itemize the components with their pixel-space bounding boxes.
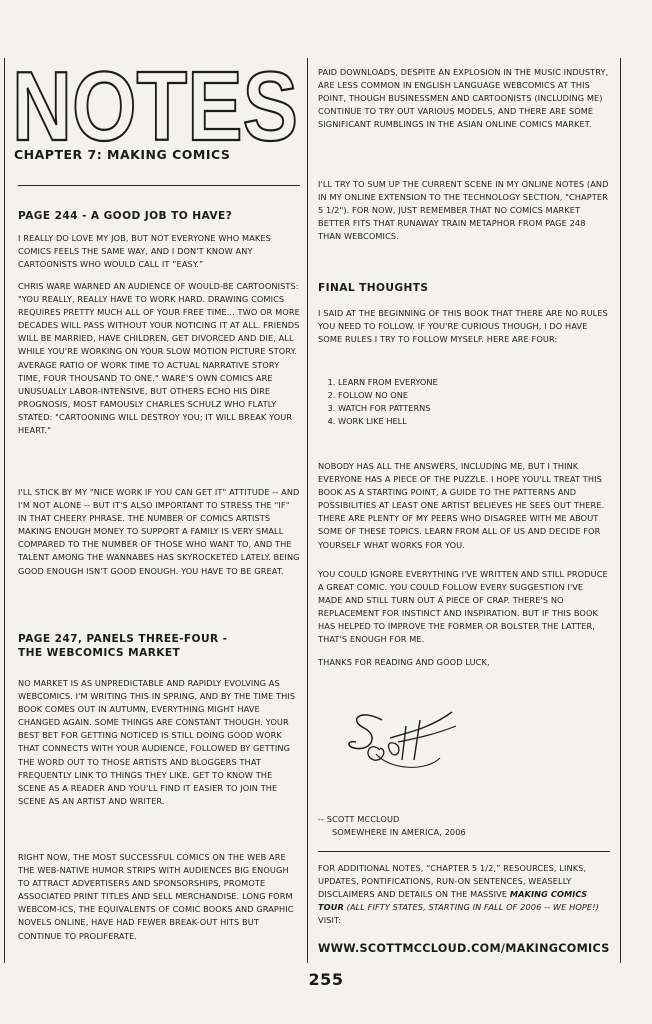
paragraph-thanks: THANKS FOR READING AND GOOD LUCK, [318,657,490,667]
sign-place: SOMEWHERE IN AMERICA, 2006 [332,827,466,837]
rule-item: 1. LEARN FROM EVERYONE [338,376,618,389]
rules-list [324,376,618,428]
paragraph-job-2: CHRIS WARE WARNED AN AUDIENCE OF WOULD-BE CARTOONISTS: "YOU REALLY, REALLY HAVE TO WORK HARD. DRAWING COMICS REQUIRES PRETTY MUCH ALL OF YOUR FREE TIME... TWO OR MORE DECADES WILL PASS WITHOUT YOUR NOTICING IT AT ALL. FRIENDS WILL BE MARRIED, HAVE CHILDREN, GET DIVORCED AND DIE, ALL WHILE YOU'RE WORKING ON YOUR SLOW MOTION PICTURE STORY. AVERAGE RATIO OF WORK TIME TO ACTUAL NARRATIVE STORY TIME, FOUR THOUSAND TO ONE." WARE'S OWN COMICS ARE UNUSUALLY LABOR-INTENSIVE, BUT OTHERS ECHO HIS DIRE PROGNOSIS, MOST FAMOUSLY CHARLES SCHULZ WHO FLATLY STATED: "CARTOONING WILL DESTROY YOU; IT WILL BREAK YOUR HEART." [18,281,300,436]
footer-text-c: VISIT: [318,915,342,926]
center-border [307,58,308,963]
paragraph-webcomics-2: RIGHT NOW, THE MOST SUCCESSFUL COMICS ON THE WEB ARE THE WEB-NATIVE HUMOR STRIPS WITH AUDIENCES BIG ENOUGH TO ATTRACT ADVERTISERS AND SPONSORSHIPS, PROMOTE ASSOCIATED PRINT TITLES AND SELL MERCHANDISE. LONG FORM WEBCOM-ICS, THE EQUIVALENTS OF COMIC BOOKS AND GRAPHIC NOVELS ONLINE, HAVE HAD FEWER BREAK-OUT HITS BUT CONTINUE TO PROLIFERATE. [18,852,294,941]
section-heading-webcomics-line2: THE WEBCOMICS MARKET [18,647,181,659]
tour-name: MAKING COMICS TOUR [318,889,588,913]
paragraph-online-notes: I'LL TRY TO SUM UP THE CURRENT SCENE IN MY ONLINE NOTES (AND IN MY ONLINE EXTENSION TO THE TECHNOLOGY SECTION, "CHAPTER 5 1/2"). FOR NOW, JUST REMEMBER THAT NO COMICS MARKET BETTER FITS THAT RUNAWAY TRAIN METAPHOR FROM PAGE 248 THAN WEBCOMICS. [318,179,609,242]
chapter-title: CHAPTER 7: MAKING COMICS [14,147,231,162]
section-heading-webcomics-line1: PAGE 247, PANELS THREE-FOUR - [18,633,228,645]
paragraph-job-3: I'LL STICK BY MY "NICE WORK IF YOU CAN GET IT" ATTITUDE -- AND I'M NOT ALONE -- BUT IT'S ALSO IMPORTANT TO STRESS THE "IF" IN THAT CHEERY PHRASE. THE NUMBER OF COMICS ARTISTS MAKING ENOUGH MONEY TO SUPPORT A FAMILY IS VERY SMALL COMPARED TO THE NUMBER OF THOSE WHO WANT TO, AND THE TALENT AMONG THE WANNABES HAS SKYROCKETED LATELY. BEING GOOD ENOUGH ISN'T GOOD ENOUGH. YOU HAVE TO BE GREAT. [18,487,300,576]
footer-text-a: FOR ADDITIONAL NOTES, “CHAPTER 5 1/2,” RESOURCES, LINKS, UPDATES, PONTIFICATIONS, RUN-ON SENTENCES, WEASELLY DISCLAIMERS AND DETAILS ON THE MASSIVE [318,863,587,900]
right-border [620,58,621,963]
paragraph-market-continued: PAID DOWNLOADS, DESPITE AN EXPLOSION IN THE MUSIC INDUSTRY, ARE LESS COMMON IN ENGLISH LANGUAGE WEBCOMICS AT THIS POINT, THOUGH BUSINESSMEN AND CARTOONISTS (INCLUDING ME) CONTINUE TO TRY OUT VARIOUS MODELS, AND THERE ARE SOME SIGNIFICANT RUMBLINGS IN THE ASIAN ONLINE COMICS MARKET. [318,67,609,130]
left-border [4,58,5,963]
paragraph-final-1: NOBODY HAS ALL THE ANSWERS, INCLUDING ME, BUT I THINK EVERYONE HAS A PIECE OF THE PUZZLE. I HOPE YOU'LL TREAT THIS BOOK AS A STARTING POINT, A GUIDE TO THE PATTERNS AND POSSIBILITIES AT LEAST ONE ARTIST BELIEVES HE SEES OUT THERE. THERE ARE PLENTY OF MY PEERS WHO DISAGREE WITH ME ABOUT SOME OF THESE TOPICS. LEARN FROM ALL OF US AND DECIDE FOR YOURSELF WHAT WORKS FOR YOU. [318,461,605,550]
notes-title-text: NOTES [12,60,298,146]
section-heading-job: PAGE 244 - A GOOD JOB TO HAVE? [18,210,233,222]
footer-notes [318,862,614,927]
notes-title-graphic [10,60,300,146]
paragraph-final-intro: I SAID AT THE BEGINNING OF THIS BOOK THAT THERE ARE NO RULES YOU NEED TO FOLLOW. IF YOU'RE CURIOUS THOUGH, I DO HAVE SOME RULES I TRY TO FOLLOW MYSELF. HERE ARE FOUR: [318,308,608,345]
paragraph-job-1: I REALLY DO LOVE MY JOB, BUT NOT EVERYONE WHO MAKES COMICS FEELS THE SAME WAY, AND I DON'T KNOW ANY CARTOONISTS WHO WOULD CALL IT “EASY.” [18,233,271,270]
signature-text: Scott [340,690,343,691]
paragraph-final-2: YOU COULD IGNORE EVERYTHING I'VE WRITTEN AND STILL PRODUCE A GREAT COMIC. YOU COULD FOLLOW EVERY SUGGESTION I'VE MADE AND STILL TURN OUT A PIECE OF CRAP. THERE'S NO REPLACEMENT FOR INSTINCT AND INSPIRATION. BUT IF THIS BOOK HAS HELPED TO IMPROVE THE FORMER OR BOLSTER THE LATTER, THAT'S ENOUGH FOR ME. [318,569,608,645]
rule-item: 2. FOLLOW NO ONE [338,389,618,402]
section-heading-final: FINAL THOUGHTS [318,282,429,294]
rule-item: 3. WATCH FOR PATTERNS [338,402,618,415]
page-number: 255 [308,970,344,989]
footer-rule [318,851,610,852]
website-url[interactable]: WWW.SCOTTMCCLOUD.COM/MAKINGCOMICS [318,942,610,955]
footer-text-b: (ALL FIFTY STATES, STARTING IN FALL OF 2006 -- WE HOPE!) [343,902,599,913]
sign-name: -- SCOTT MCCLOUD [318,814,400,824]
chapter-rule [18,185,300,186]
paragraph-webcomics-1: NO MARKET IS AS UNPREDICTABLE AND RAPIDLY EVOLVING AS WEBCOMICS. I'M WRITING THIS IN SPRING, AND BY THE TIME THIS BOOK COMES OUT IN AUTUMN, EVERYTHING MIGHT HAVE CHANGED AGAIN. SOME THINGS ARE CONSTANT THOUGH. YOUR BEST BET FOR GETTING NOTICED IS STILL DOING GOOD WORK THAT CONNECTS WITH YOUR AUDIENCE, FOLLOWED BY GETTING THE WORD OUT TO THOSE ARTISTS AND BLOGGERS THAT FREQUENTLY LINK TO THINGS THEY LIKE. GET TO KNOW THE SCENE AS A READER AND YOU'LL FIND IT EASIER TO JOIN THE SCENE AS AN ARTIST AND WRITER. [18,678,296,806]
notes-title [10,60,300,146]
rule-item: 4. WORK LIKE HELL [338,415,618,428]
section-heading-webcomics [18,632,302,660]
signature-graphic [340,690,460,790]
